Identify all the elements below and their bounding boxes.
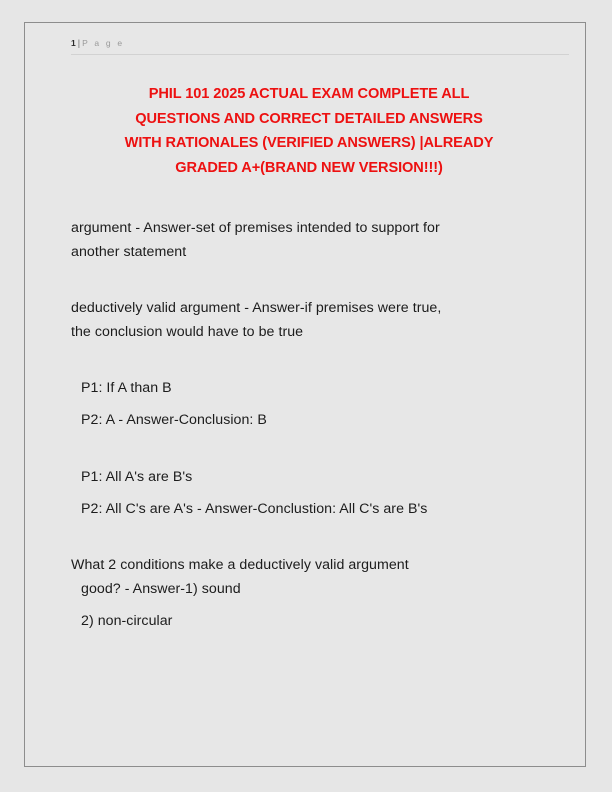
document-page bbox=[24, 22, 586, 767]
qa-block bbox=[71, 554, 547, 633]
qa-block bbox=[71, 297, 547, 344]
qa-block bbox=[71, 377, 547, 433]
qa-line: P2: All C's are A's - Answer-Conclustion: All C's are B's bbox=[81, 500, 428, 517]
qa-line: deductively valid argument - Answer-if premises were true, bbox=[71, 300, 442, 316]
running-header bbox=[71, 35, 555, 63]
header-divider bbox=[71, 54, 569, 55]
title-line-3: WITH RATIONALES (VERIFIED ANSWERS) |ALREADY bbox=[124, 135, 494, 151]
qa-line: P2: A - Answer-Conclusion: B bbox=[81, 412, 267, 428]
qa-line: P1: If A than B bbox=[81, 380, 172, 396]
qa-block bbox=[71, 466, 547, 522]
page-word-label: P a g e bbox=[82, 38, 125, 48]
qa-block bbox=[71, 217, 547, 264]
page-label bbox=[71, 35, 555, 50]
document-body bbox=[71, 217, 555, 633]
qa-line: 2) non-circular bbox=[81, 612, 173, 629]
document-title bbox=[71, 82, 555, 180]
header-separator: | bbox=[77, 38, 81, 48]
title-line-2: QUESTIONS AND CORRECT DETAILED ANSWERS bbox=[135, 110, 483, 127]
page-content-area bbox=[25, 23, 585, 766]
qa-line: the conclusion would have to be true bbox=[71, 323, 304, 340]
qa-line: What 2 conditions make a deductively valid argument bbox=[71, 557, 409, 573]
title-line-1: PHIL 101 2025 ACTUAL EXAM COMPLETE ALL bbox=[148, 86, 470, 102]
qa-line: P1: All A's are B's bbox=[81, 468, 193, 485]
qa-line: argument - Answer-set of premises intended to support for bbox=[71, 220, 440, 236]
page-number: 1 bbox=[71, 38, 76, 48]
qa-line: another statement bbox=[71, 243, 187, 260]
title-line-4: GRADED A+(BRAND NEW VERSION!!!) bbox=[175, 159, 443, 176]
qa-line: good? - Answer-1) sound bbox=[81, 580, 241, 597]
